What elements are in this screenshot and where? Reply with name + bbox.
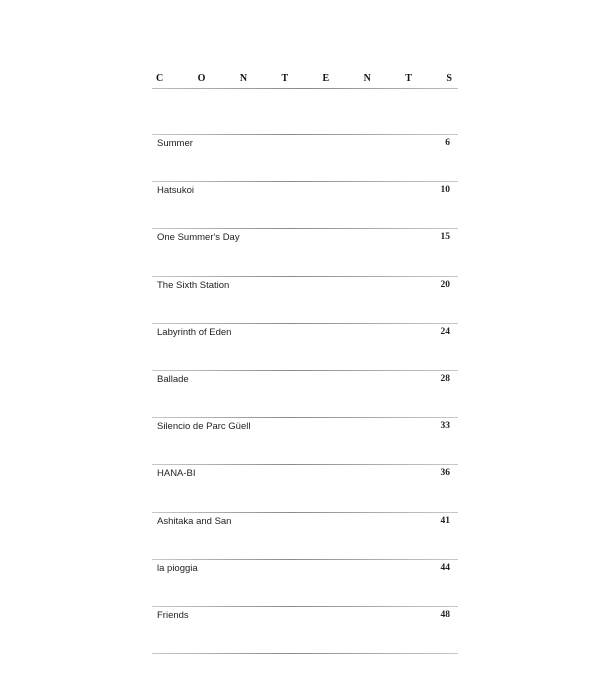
entry-page-number: 24 bbox=[440, 326, 450, 337]
entry-divider bbox=[152, 323, 458, 324]
toc-entry bbox=[152, 181, 458, 228]
heading-letter: N bbox=[363, 73, 371, 84]
entry-title: Summer bbox=[157, 138, 193, 149]
entry-divider bbox=[152, 370, 458, 371]
entry-divider bbox=[152, 512, 458, 513]
toc-entry bbox=[152, 417, 458, 464]
entry-page-number: 10 bbox=[440, 185, 450, 196]
entry-page-number: 48 bbox=[440, 609, 450, 620]
toc-entry bbox=[152, 276, 458, 323]
entry-divider bbox=[152, 606, 458, 607]
toc-entry bbox=[152, 606, 458, 653]
entry-divider bbox=[152, 559, 458, 560]
toc-entry bbox=[152, 370, 458, 417]
entry-divider bbox=[152, 417, 458, 418]
entry-title: Friends bbox=[157, 609, 189, 621]
entry-divider bbox=[152, 134, 458, 135]
entry-title: Labyrinth of Eden bbox=[157, 326, 232, 338]
entry-title: One Summer's Day bbox=[157, 232, 240, 244]
entry-divider bbox=[152, 181, 458, 182]
toc-entry bbox=[152, 464, 458, 511]
toc-list bbox=[152, 134, 458, 653]
toc-entry bbox=[152, 323, 458, 370]
entry-page-number: 20 bbox=[440, 279, 450, 290]
entry-page-number: 44 bbox=[440, 562, 450, 573]
entry-page-number: 15 bbox=[440, 232, 450, 243]
heading-letter: T bbox=[281, 73, 289, 84]
entry-page-number: 28 bbox=[440, 373, 450, 384]
entry-divider bbox=[152, 228, 458, 229]
heading-letter: S bbox=[446, 73, 452, 84]
entry-title: la pioggia bbox=[157, 562, 198, 574]
entry-divider bbox=[152, 276, 458, 277]
entry-title: HANA-BI bbox=[157, 468, 196, 480]
contents-heading bbox=[156, 73, 452, 84]
entry-title: Ballade bbox=[157, 373, 189, 385]
entry-title: Hatsukoi bbox=[157, 185, 194, 197]
heading-divider bbox=[152, 88, 458, 89]
entry-page-number: 41 bbox=[440, 515, 450, 526]
entry-divider bbox=[152, 464, 458, 465]
toc-entry bbox=[152, 134, 458, 181]
entry-title: Silencio de Parc Güell bbox=[157, 421, 251, 433]
toc-entry bbox=[152, 559, 458, 606]
heading-letter: N bbox=[239, 73, 248, 84]
heading-letter: O bbox=[197, 73, 206, 84]
entry-title: Ashitaka and San bbox=[157, 515, 232, 527]
bottom-divider bbox=[152, 653, 458, 654]
entry-page-number: 6 bbox=[445, 138, 450, 148]
heading-letter: C bbox=[156, 73, 164, 84]
toc-entry bbox=[152, 228, 458, 275]
toc-entry bbox=[152, 512, 458, 559]
heading-letter: E bbox=[322, 73, 330, 84]
entry-title: The Sixth Station bbox=[157, 279, 230, 291]
entry-page-number: 33 bbox=[440, 421, 450, 432]
heading-letter: T bbox=[405, 73, 412, 84]
entry-page-number: 36 bbox=[440, 468, 450, 479]
